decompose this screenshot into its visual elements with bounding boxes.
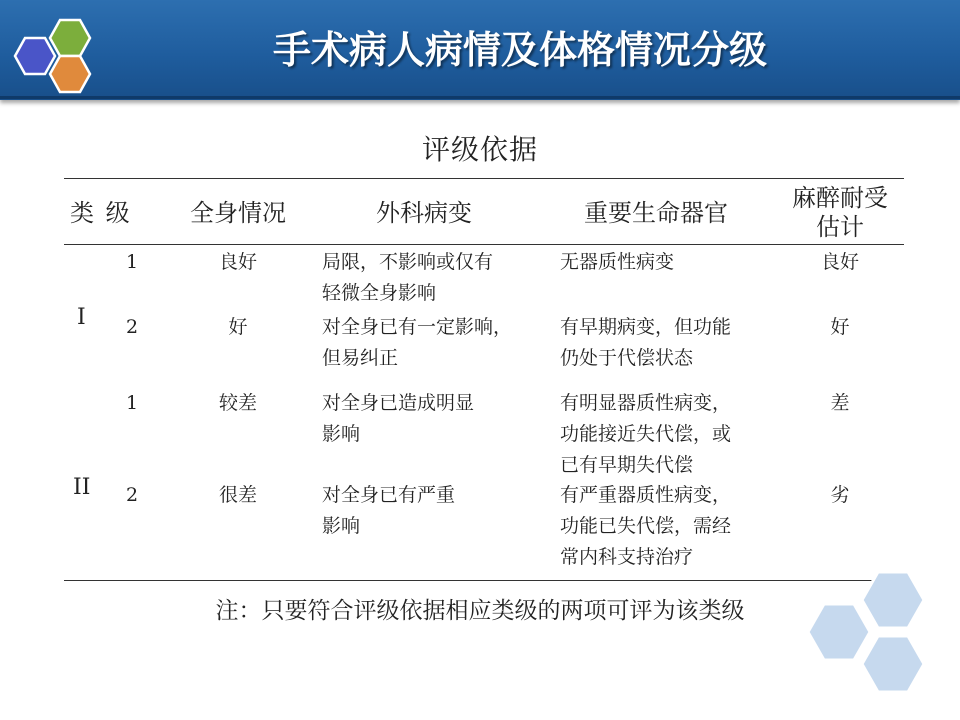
hexagon-logo xyxy=(0,0,110,100)
table-caption: 评级依据 xyxy=(421,133,538,166)
vital-organs-cell: 仍处于代偿状态 xyxy=(560,347,694,369)
footnote: 注：只要符合评级依据相应类级的两项可评为该类级 xyxy=(215,598,745,624)
table-header-rule xyxy=(64,244,904,245)
vital-organs-cell: 无器质性病变 xyxy=(560,251,675,273)
vital-organs-cell: 有明显器质性病变， xyxy=(560,392,732,414)
grade-cell: 1 xyxy=(126,251,139,273)
general-condition-cell: 良好 xyxy=(218,251,257,273)
light-hexagon-bottom xyxy=(862,636,924,692)
grade-cell: 2 xyxy=(126,316,139,338)
header-surgical-lesion: 外科病变 xyxy=(376,199,472,227)
blue-hexagon xyxy=(15,38,55,74)
header-anesthesia-tolerance-line2: 估计 xyxy=(816,213,864,241)
anesthesia-tolerance-cell: 差 xyxy=(830,392,850,414)
title-bar-underline xyxy=(0,96,960,99)
surgical-lesion-cell: 但易纠正 xyxy=(322,347,399,369)
table-top-rule xyxy=(64,178,904,179)
general-condition-cell: 好 xyxy=(228,316,248,338)
vital-organs-cell: 有严重器质性病变， xyxy=(560,484,732,506)
vital-organs-cell: 常内科支持治疗 xyxy=(560,546,694,568)
orange-hexagon xyxy=(50,56,90,92)
grade-cell: 2 xyxy=(126,484,139,506)
surgical-lesion-cell: 对全身已有一定影响， xyxy=(322,316,513,338)
decorative-hexagons xyxy=(800,568,960,720)
surgical-lesion-cell: 对全身已造成明显 xyxy=(322,392,475,414)
surgical-lesion-cell: 影响 xyxy=(322,423,361,445)
surgical-lesion-cell: 影响 xyxy=(322,515,361,537)
vital-organs-cell: 功能接近失代偿，或 xyxy=(560,423,732,445)
surgical-lesion-cell: 对全身已有严重 xyxy=(322,484,456,506)
slide-title: 手术病人病情及体格情况分级 xyxy=(272,28,767,72)
vital-organs-cell: 功能已失代偿，需经 xyxy=(560,515,732,537)
anesthesia-tolerance-cell: 好 xyxy=(830,316,850,338)
anesthesia-tolerance-cell: 劣 xyxy=(830,484,850,506)
anesthesia-tolerance-cell: 良好 xyxy=(820,251,859,273)
header-anesthesia-tolerance: 麻醉耐受 xyxy=(792,184,888,212)
class-label-1: I xyxy=(77,305,86,330)
grade-cell: 1 xyxy=(126,392,139,414)
table-bottom-rule xyxy=(64,580,904,581)
general-condition-cell: 很差 xyxy=(218,484,257,506)
surgical-lesion-cell: 局限，不影响或仅有 xyxy=(322,251,494,273)
surgical-lesion-cell: 轻微全身影响 xyxy=(322,282,437,304)
header-vital-organs: 重要生命器官 xyxy=(584,199,728,227)
green-hexagon xyxy=(50,20,90,56)
light-hexagon-left xyxy=(808,604,870,660)
header-general-condition: 全身情况 xyxy=(190,199,286,227)
light-hexagon-top xyxy=(862,572,924,628)
general-condition-cell: 较差 xyxy=(218,392,257,414)
header-class-grade: 类 级 xyxy=(70,199,132,227)
class-label-2: II xyxy=(73,475,91,500)
vital-organs-cell: 有早期病变，但功能 xyxy=(560,316,732,338)
vital-organs-cell: 已有早期失代偿 xyxy=(560,454,694,476)
